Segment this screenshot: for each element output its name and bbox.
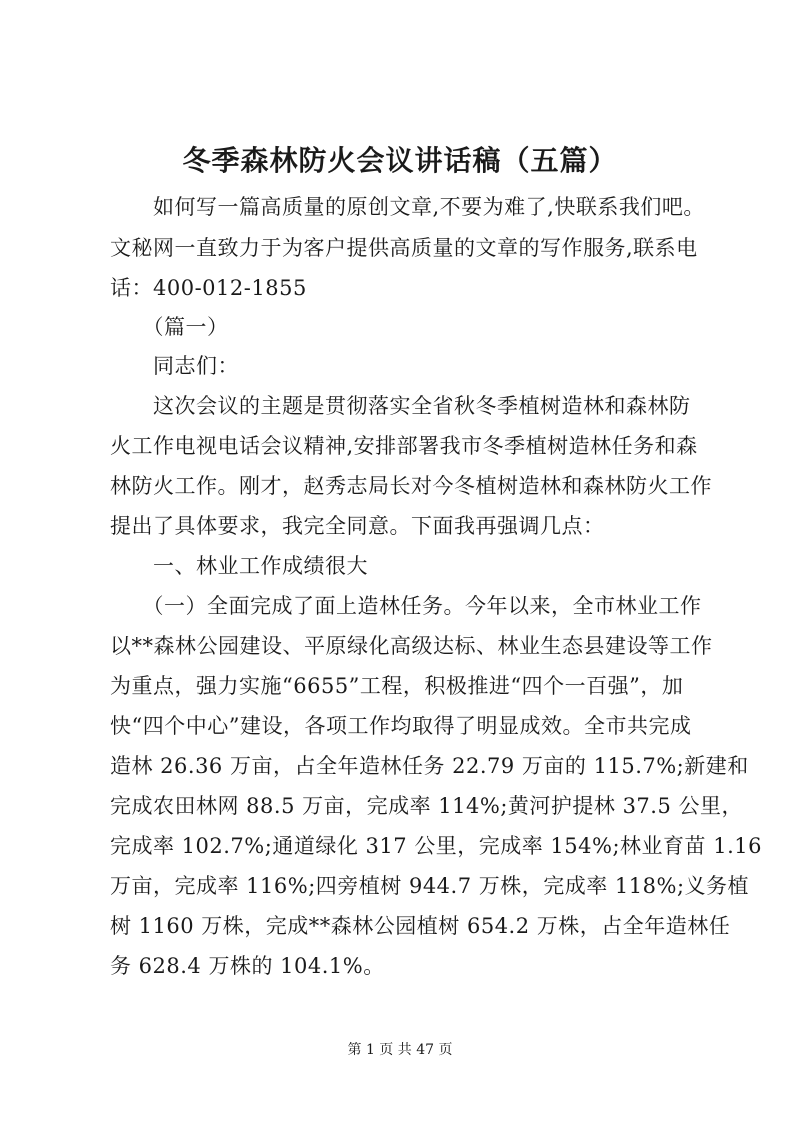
text-line: 造林 26.36 万亩，占全年造林任务 22.79 万亩的 115.7%;新建和 bbox=[110, 754, 749, 778]
text-line: 火工作电视电话会议精神,安排部署我市冬季植树造林任务和森 bbox=[110, 434, 698, 458]
text-line: 提出了具体要求，我完全同意。下面我再强调几点： bbox=[110, 514, 605, 538]
text-line: 以**森林公园建设、平原绿化高级达标、林业生态县建设等工作 bbox=[110, 634, 713, 658]
text-line: 文秘网一直致力于为客户提供高质量的文章的写作服务,联系电 bbox=[110, 236, 698, 260]
text-line: 为重点，强力实施“6655”工程，积极推进“四个一百强”，加 bbox=[110, 674, 684, 698]
page-number: 第 1 页 共 47 页 bbox=[347, 1042, 453, 1058]
text-line: 这次会议的主题是贯彻落实全省秋冬季植树造林和森林防 bbox=[110, 394, 691, 418]
section-heading: 一、林业工作成绩很大 bbox=[110, 554, 368, 578]
text-line: 快“四个中心”建设，各项工作均取得了明显成效。全市共完成 bbox=[110, 714, 692, 738]
text-line: 务 628.4 万株的 104.1%。 bbox=[110, 954, 385, 978]
document-title: 冬季森林防火会议讲话稿（五篇） bbox=[182, 144, 618, 177]
text-line: 完成率 102.7%;通道绿化 317 公里，完成率 154%;林业育苗 1.16 bbox=[110, 834, 762, 858]
text-line: 完成农田林网 88.5 万亩，完成率 114%;黄河护提林 37.5 公里， bbox=[110, 794, 744, 818]
text-line: 同志们： bbox=[110, 354, 239, 378]
text-line: （篇一） bbox=[110, 315, 229, 339]
text-line: 如何写一篇高质量的原创文章,不要为难了,快联系我们吧。 bbox=[110, 195, 705, 219]
text-line: 万亩，完成率 116%;四旁植树 944.7 万株，完成率 118%;义务植 bbox=[110, 874, 750, 898]
text-line: 树 1160 万株，完成**森林公园植树 654.2 万株，占全年造林任 bbox=[110, 914, 731, 938]
text-line: 话：400-012-1855 bbox=[110, 276, 307, 300]
text-line: （一）全面完成了面上造林任务。今年以来，全市林业工作 bbox=[110, 594, 702, 618]
text-line: 林防火工作。刚才，赵秀志局长对今冬植树造林和森林防火工作 bbox=[110, 474, 712, 498]
